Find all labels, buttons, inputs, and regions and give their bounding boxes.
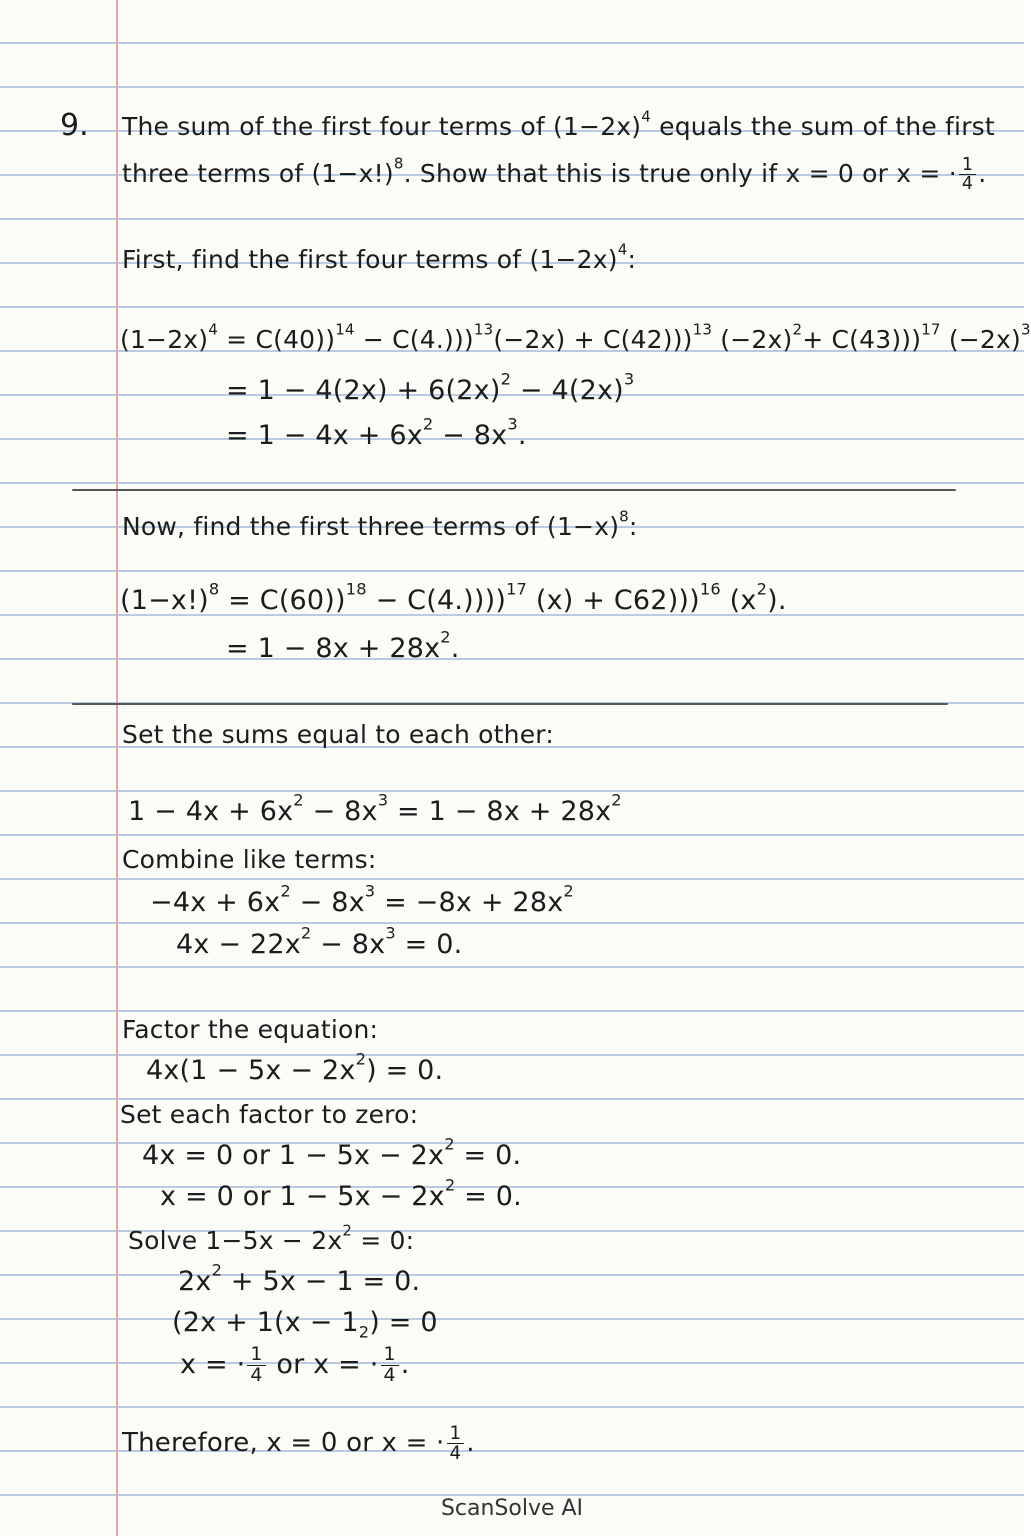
step4-eq3: x = 0 or $1 - 5x - 2x^2 = 0$. xyxy=(160,1175,522,1212)
step2-heading: Now, find the first three terms of $(1-x)^8$: xyxy=(122,507,638,541)
fraction: $\frac{1}{4}$ xyxy=(247,1345,265,1386)
step3-combine: Combine like terms: xyxy=(122,845,377,874)
step2-eq2: = $1 - 8x + 28x^2$. xyxy=(226,627,460,664)
step3-eq1: $1 - 4x + 6x^2 - 8x^3 = 1 - 8x + 28x^2$ xyxy=(128,790,622,827)
step3-eq3: $4x - 22x^2 - 8x^3 = 0$. xyxy=(176,923,463,960)
step2-eq1: $(1-x!)^8 = C(60))^{18} - C(4.))))^{17}$ (x) + C62)))$^{16}$ $(x^2)$. xyxy=(120,579,787,616)
step4-eq4: $2x^2 + 5x - 1 = 0$. xyxy=(178,1260,421,1297)
step4-eq5: ($2x + 1(x - 1_2) = 0$ xyxy=(172,1307,438,1342)
step3-eq2: $-4x + 6x^2 - 8x^3 = -8x + 28x^2$ xyxy=(150,881,574,918)
step4-eq6: x = · $\frac{1}{4}$ or x = · $\frac{1}{4}$ . xyxy=(180,1343,410,1386)
divider xyxy=(72,703,948,705)
step4-set-zero: Set each factor to zero: xyxy=(120,1100,419,1129)
step4-heading: Factor the equation: xyxy=(122,1015,379,1044)
margin-line xyxy=(116,0,118,1536)
problem-line-2: three terms of $(1-x!)^8$. Show that this is true only if x = 0 or x = · $\frac{1}{4}$ . xyxy=(122,154,987,195)
step1-eq2: = $1 - 4(2x) + 6(2x)^2 - 4(2x)^3$ xyxy=(226,369,635,406)
footer-watermark: ScanSolve AI xyxy=(440,1496,584,1521)
divider xyxy=(72,489,956,491)
step4-eq1: $4x(1 - 5x - 2x^2) = 0$. xyxy=(146,1049,444,1086)
step4-solve: Solve $1-5x - 2x^2 = 0$: xyxy=(128,1221,415,1255)
conclusion: Therefore, x = 0 or x = · $\frac{1}{4}$ . xyxy=(122,1423,475,1465)
fraction: $\frac{1}{4}$ xyxy=(959,156,976,194)
step1-eq3: = $1 - 4x + 6x^2 - 8x^3$. xyxy=(226,414,527,451)
problem-number: 9. xyxy=(60,108,89,143)
step4-eq2: 4x = 0 or $1 - 5x - 2x^2 = 0$. xyxy=(142,1134,522,1171)
fraction: $\frac{1}{4}$ xyxy=(381,1345,399,1386)
problem-line-1: The sum of the first four terms of $(1-2x)^4$ equals the sum of the first xyxy=(122,107,995,141)
step3-heading: Set the sums equal to each other: xyxy=(122,720,554,749)
step1-heading: First, find the first four terms of $(1-2x)^4$: xyxy=(122,240,637,274)
step1-eq1: $(1-2x)^4 = C(40))^{14} - C(4.)))^{13}(-2x) + C(42)))^{13}$ $(-2x)^2+ C(43)))^{17}$ $(-2x)^3$ xyxy=(120,320,1031,354)
fraction: $\frac{1}{4}$ xyxy=(447,1424,465,1463)
